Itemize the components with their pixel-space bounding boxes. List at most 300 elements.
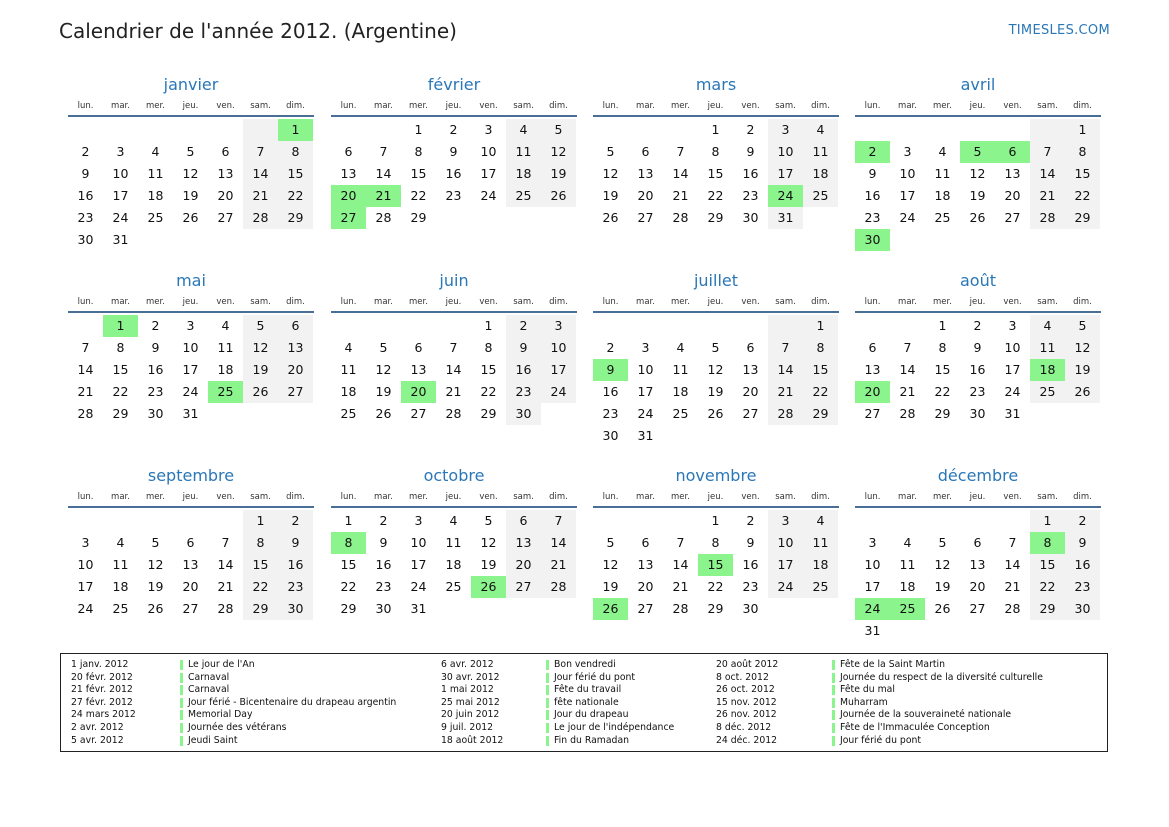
day-cell: 20 (637, 188, 654, 203)
legend-date: 24 mars 2012 (71, 709, 136, 721)
day-cell: 24 (768, 576, 803, 598)
weekday-label: lun. (602, 101, 619, 111)
day-cell: 24 (480, 188, 497, 203)
weekday-label: dim. (549, 492, 568, 502)
holiday-legend (60, 653, 1108, 752)
day-cell: 21 (672, 188, 689, 203)
day-cell: 18 (803, 554, 838, 576)
day-cell: 22 (803, 381, 838, 403)
day-cell: 5 (243, 315, 278, 337)
weekday-label: dim. (286, 492, 305, 502)
day-cell: 5 (186, 144, 195, 159)
day-cell: 22 (480, 384, 497, 399)
month-name: octobre (423, 466, 485, 485)
day-cell: 19 (602, 188, 619, 203)
weekday-label: lun. (864, 492, 881, 502)
day-cell: 17 (864, 579, 881, 594)
day-cell: 2 (81, 144, 90, 159)
day-cell: 13 (864, 362, 881, 377)
legend-holiday-name: Le jour de l'indépendance (554, 721, 675, 733)
day-cell: 5 (484, 513, 493, 528)
day-cell: 24 (541, 381, 576, 403)
day-cell: 28 (899, 406, 916, 421)
day-cell: 18 (147, 188, 164, 203)
day-cell: 2 (1065, 510, 1100, 532)
holiday-day-cell: 6 (995, 141, 1030, 163)
day-cell: 1 (344, 513, 353, 528)
day-cell: 19 (480, 557, 497, 572)
day-cell: 30 (1065, 598, 1100, 620)
legend-holiday-name: Jour férié du pont (554, 671, 636, 683)
weekday-label: sam. (513, 297, 534, 307)
day-cell: 8 (803, 337, 838, 359)
holiday-day-cell: 1 (278, 119, 313, 141)
month-name: juin (439, 271, 469, 290)
day-cell: 9 (151, 340, 160, 355)
weekday-label: jeu. (707, 101, 724, 111)
day-cell: 23 (864, 210, 881, 225)
day-cell: 4 (344, 340, 353, 355)
day-cell: 23 (602, 406, 619, 421)
legend-marker (180, 660, 183, 670)
legend-date: 18 août 2012 (441, 734, 504, 746)
day-cell: 16 (278, 554, 313, 576)
holiday-day-cell: 25 (208, 381, 243, 403)
day-cell: 27 (637, 210, 654, 225)
day-cell: 17 (410, 557, 427, 572)
weekday-label: dim. (286, 101, 305, 111)
day-cell: 10 (637, 362, 654, 377)
legend-marker (180, 723, 183, 733)
day-cell: 2 (746, 513, 755, 528)
day-cell: 10 (112, 166, 129, 181)
day-cell: 17 (541, 359, 576, 381)
day-cell: 13 (637, 166, 654, 181)
empty-cell (768, 315, 803, 337)
day-cell: 28 (672, 210, 689, 225)
holiday-day-cell: 5 (960, 141, 995, 163)
legend-marker (180, 736, 183, 746)
site-link[interactable]: TIMESLES.COM (1008, 23, 1110, 38)
day-cell: 28 (672, 601, 689, 616)
day-cell: 4 (506, 119, 541, 141)
weekday-label: mer. (409, 297, 428, 307)
day-cell: 21 (445, 384, 462, 399)
month-name: janvier (163, 75, 219, 94)
day-cell: 31 (768, 207, 803, 229)
weekday-label: mer. (671, 492, 690, 502)
weekday-label: lun. (602, 297, 619, 307)
day-cell: 29 (1065, 207, 1100, 229)
weekday-label: sam. (1037, 492, 1058, 502)
day-cell: 2 (151, 318, 160, 333)
day-cell: 10 (768, 141, 803, 163)
day-cell: 28 (243, 207, 278, 229)
day-cell: 26 (147, 601, 164, 616)
holiday-day-cell: 24 (768, 185, 803, 207)
day-cell: 14 (899, 362, 916, 377)
empty-cell (68, 510, 103, 532)
month-name: septembre (147, 466, 235, 485)
day-cell: 5 (379, 340, 388, 355)
empty-cell (593, 510, 628, 532)
month-7 (855, 268, 1101, 425)
day-cell: 20 (742, 384, 759, 399)
day-cell: 15 (243, 554, 278, 576)
empty-cell (331, 119, 366, 141)
empty-cell (173, 119, 208, 141)
weekday-label: mer. (933, 101, 952, 111)
day-cell: 6 (186, 535, 195, 550)
legend-date: 30 avr. 2012 (441, 671, 500, 683)
legend-date: 25 mai 2012 (441, 696, 500, 708)
day-cell: 22 (707, 579, 724, 594)
weekday-header (331, 98, 577, 117)
weekday-header (331, 294, 577, 313)
day-cell: 18 (217, 362, 234, 377)
day-cell: 8 (1065, 141, 1100, 163)
weekday-label: sam. (1037, 101, 1058, 111)
legend-marker (180, 685, 183, 695)
weekday-label: jeu. (707, 297, 724, 307)
weekday-label: jeu. (969, 101, 986, 111)
day-cell: 27 (278, 381, 313, 403)
day-cell: 25 (803, 185, 838, 207)
day-cell: 11 (1030, 337, 1065, 359)
day-cell: 8 (243, 532, 278, 554)
day-cell: 12 (969, 166, 986, 181)
day-cell: 12 (243, 337, 278, 359)
legend-holiday-name: Jour férié - Bicentenaire du drapeau argentin (188, 696, 397, 708)
day-cell: 5 (606, 535, 615, 550)
month-name: mai (176, 271, 206, 290)
day-cell: 12 (480, 535, 497, 550)
weekday-label: ven. (1003, 101, 1022, 111)
month-5 (331, 268, 577, 425)
day-cell: 20 (506, 554, 541, 576)
legend-date: 26 oct. 2012 (716, 684, 775, 696)
day-cell: 8 (711, 535, 720, 550)
day-cell: 9 (746, 144, 755, 159)
holiday-day-cell: 8 (331, 532, 366, 554)
day-cell: 6 (641, 144, 650, 159)
day-cell: 29 (340, 601, 357, 616)
legend-marker (832, 698, 835, 708)
day-cell: 30 (506, 403, 541, 425)
empty-cell (855, 119, 890, 141)
day-cell: 22 (112, 384, 129, 399)
day-cell: 5 (541, 119, 576, 141)
legend-holiday-name: Memorial Day (188, 709, 253, 721)
day-cell: 10 (864, 557, 881, 572)
day-grid (855, 315, 1101, 425)
day-cell: 27 (410, 406, 427, 421)
weekday-label: ven. (479, 297, 498, 307)
weekday-header (855, 489, 1101, 508)
legend-marker (546, 710, 549, 720)
empty-cell (628, 510, 663, 532)
day-cell: 21 (899, 384, 916, 399)
day-cell: 23 (742, 188, 759, 203)
weekday-label: ven. (1003, 297, 1022, 307)
day-cell: 27 (506, 576, 541, 598)
day-cell: 30 (147, 406, 164, 421)
day-cell: 6 (641, 535, 650, 550)
day-cell: 1 (1030, 510, 1065, 532)
day-cell: 11 (803, 141, 838, 163)
holiday-day-cell: 1 (103, 315, 138, 337)
day-cell: 13 (742, 362, 759, 377)
day-cell: 10 (410, 535, 427, 550)
day-cell: 6 (414, 340, 423, 355)
weekday-label: dim. (1073, 492, 1092, 502)
day-cell: 18 (934, 188, 951, 203)
empty-cell (890, 315, 925, 337)
empty-cell (68, 119, 103, 141)
day-cell: 3 (768, 510, 803, 532)
day-cell: 5 (1065, 315, 1100, 337)
day-cell: 28 (217, 601, 234, 616)
day-cell: 16 (445, 166, 462, 181)
day-cell: 25 (340, 406, 357, 421)
empty-cell (366, 119, 401, 141)
day-cell: 28 (768, 403, 803, 425)
weekday-header (855, 294, 1101, 313)
day-cell: 9 (449, 144, 458, 159)
day-cell: 28 (375, 210, 392, 225)
day-cell: 31 (1004, 406, 1021, 421)
empty-cell (593, 315, 628, 337)
day-cell: 11 (934, 166, 951, 181)
day-cell: 6 (868, 340, 877, 355)
day-cell: 11 (899, 557, 916, 572)
day-grid (855, 119, 1101, 251)
weekday-label: lun. (864, 297, 881, 307)
day-cell: 16 (742, 166, 759, 181)
day-cell: 29 (278, 207, 313, 229)
day-cell: 14 (541, 532, 576, 554)
day-cell: 27 (969, 601, 986, 616)
day-cell: 11 (147, 166, 164, 181)
empty-cell (208, 119, 243, 141)
day-cell: 15 (112, 362, 129, 377)
day-cell: 25 (1030, 381, 1065, 403)
day-cell: 23 (278, 576, 313, 598)
day-cell: 17 (182, 362, 199, 377)
holiday-day-cell: 24 (855, 598, 890, 620)
empty-cell (628, 315, 663, 337)
day-cell: 21 (672, 579, 689, 594)
day-cell: 8 (484, 340, 493, 355)
empty-cell (855, 510, 890, 532)
day-cell: 12 (541, 141, 576, 163)
day-cell: 13 (506, 532, 541, 554)
weekday-label: mar. (898, 492, 917, 502)
empty-cell (401, 315, 436, 337)
day-cell: 5 (711, 340, 720, 355)
day-cell: 7 (243, 141, 278, 163)
day-cell: 13 (637, 557, 654, 572)
weekday-header (68, 489, 314, 508)
day-cell: 8 (414, 144, 423, 159)
day-cell: 21 (1030, 185, 1065, 207)
day-cell: 2 (278, 510, 313, 532)
day-cell: 3 (641, 340, 650, 355)
month-name: mars (695, 75, 737, 94)
weekday-header (593, 294, 839, 313)
day-cell: 24 (1004, 384, 1021, 399)
day-cell: 26 (602, 210, 619, 225)
empty-cell (995, 119, 1030, 141)
weekday-label: lun. (864, 101, 881, 111)
day-cell: 29 (243, 598, 278, 620)
day-cell: 27 (1004, 210, 1021, 225)
day-cell: 17 (77, 579, 94, 594)
holiday-day-cell: 26 (471, 576, 506, 598)
day-cell: 2 (506, 315, 541, 337)
weekday-label: sam. (775, 297, 796, 307)
weekday-label: ven. (741, 101, 760, 111)
empty-cell (663, 510, 698, 532)
day-cell: 4 (938, 144, 947, 159)
holiday-day-cell: 27 (331, 207, 366, 229)
legend-holiday-name: Fête de l'Immaculée Conception (840, 721, 990, 733)
day-cell: 27 (742, 406, 759, 421)
legend-date: 6 avr. 2012 (441, 659, 494, 670)
day-cell: 26 (243, 381, 278, 403)
day-grid (68, 119, 314, 251)
day-cell: 3 (541, 315, 576, 337)
weekday-label: jeu. (969, 492, 986, 502)
day-cell: 30 (278, 598, 313, 620)
month-name: juillet (693, 271, 739, 290)
empty-cell (925, 119, 960, 141)
day-cell: 2 (973, 318, 982, 333)
weekday-label: jeu. (182, 297, 199, 307)
month-4 (68, 268, 314, 425)
legend-marker (546, 723, 549, 733)
holiday-day-cell: 8 (1030, 532, 1065, 554)
empty-cell (960, 119, 995, 141)
day-cell: 6 (506, 510, 541, 532)
day-cell: 14 (672, 166, 689, 181)
day-cell: 1 (711, 122, 720, 137)
day-cell: 13 (278, 337, 313, 359)
legend-holiday-name: Fête de la Saint Martin (840, 659, 946, 670)
day-cell: 26 (969, 210, 986, 225)
day-cell: 21 (1004, 579, 1021, 594)
weekday-label: sam. (1037, 297, 1058, 307)
holiday-day-cell: 21 (366, 185, 401, 207)
weekday-label: lun. (77, 101, 94, 111)
empty-cell (663, 315, 698, 337)
day-cell: 23 (77, 210, 94, 225)
day-grid (68, 315, 314, 425)
day-cell: 17 (1004, 362, 1021, 377)
day-cell: 16 (742, 557, 759, 572)
day-cell: 23 (969, 384, 986, 399)
legend-holiday-name: Fête du mal (840, 684, 895, 696)
day-grid (855, 510, 1101, 642)
day-cell: 8 (711, 144, 720, 159)
day-cell: 11 (506, 141, 541, 163)
day-cell: 31 (637, 428, 654, 443)
day-cell: 19 (147, 579, 164, 594)
weekday-label: lun. (340, 297, 357, 307)
day-cell: 21 (77, 384, 94, 399)
month-3 (855, 72, 1101, 251)
day-cell: 30 (742, 601, 759, 616)
weekday-label: jeu. (445, 101, 462, 111)
day-cell: 7 (81, 340, 90, 355)
day-cell: 18 (672, 384, 689, 399)
day-cell: 7 (221, 535, 230, 550)
day-cell: 26 (541, 185, 576, 207)
day-cell: 19 (375, 384, 392, 399)
day-cell: 26 (375, 406, 392, 421)
empty-cell (628, 119, 663, 141)
day-cell: 20 (217, 188, 234, 203)
legend-date: 20 févr. 2012 (71, 671, 133, 683)
weekday-label: mar. (636, 297, 655, 307)
day-cell: 29 (1030, 598, 1065, 620)
legend-marker (546, 660, 549, 670)
day-cell: 16 (506, 359, 541, 381)
weekday-label: ven. (216, 101, 235, 111)
legend-holiday-name: fête nationale (554, 696, 619, 708)
legend-marker (546, 673, 549, 683)
day-cell: 9 (973, 340, 982, 355)
legend-marker (180, 698, 183, 708)
month-9 (331, 463, 577, 620)
day-cell: 20 (637, 579, 654, 594)
day-cell: 14 (768, 359, 803, 381)
weekday-label: jeu. (445, 492, 462, 502)
day-cell: 12 (1065, 337, 1100, 359)
empty-cell (138, 510, 173, 532)
day-cell: 16 (602, 384, 619, 399)
legend-holiday-name: Journée du respect de la diversité culturelle (840, 671, 1043, 683)
holiday-day-cell: 20 (401, 381, 436, 403)
page-title: Calendrier de l'année 2012. (Argentine) (59, 19, 457, 43)
weekday-label: ven. (741, 492, 760, 502)
day-cell: 28 (77, 406, 94, 421)
day-cell: 26 (1065, 381, 1100, 403)
day-cell: 4 (803, 510, 838, 532)
day-cell: 30 (742, 210, 759, 225)
day-cell: 7 (676, 535, 685, 550)
legend-date: 5 avr. 2012 (71, 734, 124, 746)
weekday-label: dim. (1073, 101, 1092, 111)
day-cell: 26 (182, 210, 199, 225)
weekday-label: mer. (671, 101, 690, 111)
day-cell: 12 (707, 362, 724, 377)
day-cell: 1 (484, 318, 493, 333)
day-cell: 6 (278, 315, 313, 337)
day-cell: 22 (278, 185, 313, 207)
month-6 (593, 268, 839, 447)
day-cell: 9 (81, 166, 90, 181)
day-cell: 19 (602, 579, 619, 594)
weekday-label: dim. (286, 297, 305, 307)
day-cell: 11 (445, 535, 462, 550)
legend-date: 8 déc. 2012 (716, 721, 772, 733)
day-cell: 17 (637, 384, 654, 399)
legend-holiday-name: Journée de la souveraineté nationale (840, 709, 1012, 721)
day-cell: 29 (707, 210, 724, 225)
day-cell: 4 (151, 144, 160, 159)
weekday-label: ven. (741, 297, 760, 307)
